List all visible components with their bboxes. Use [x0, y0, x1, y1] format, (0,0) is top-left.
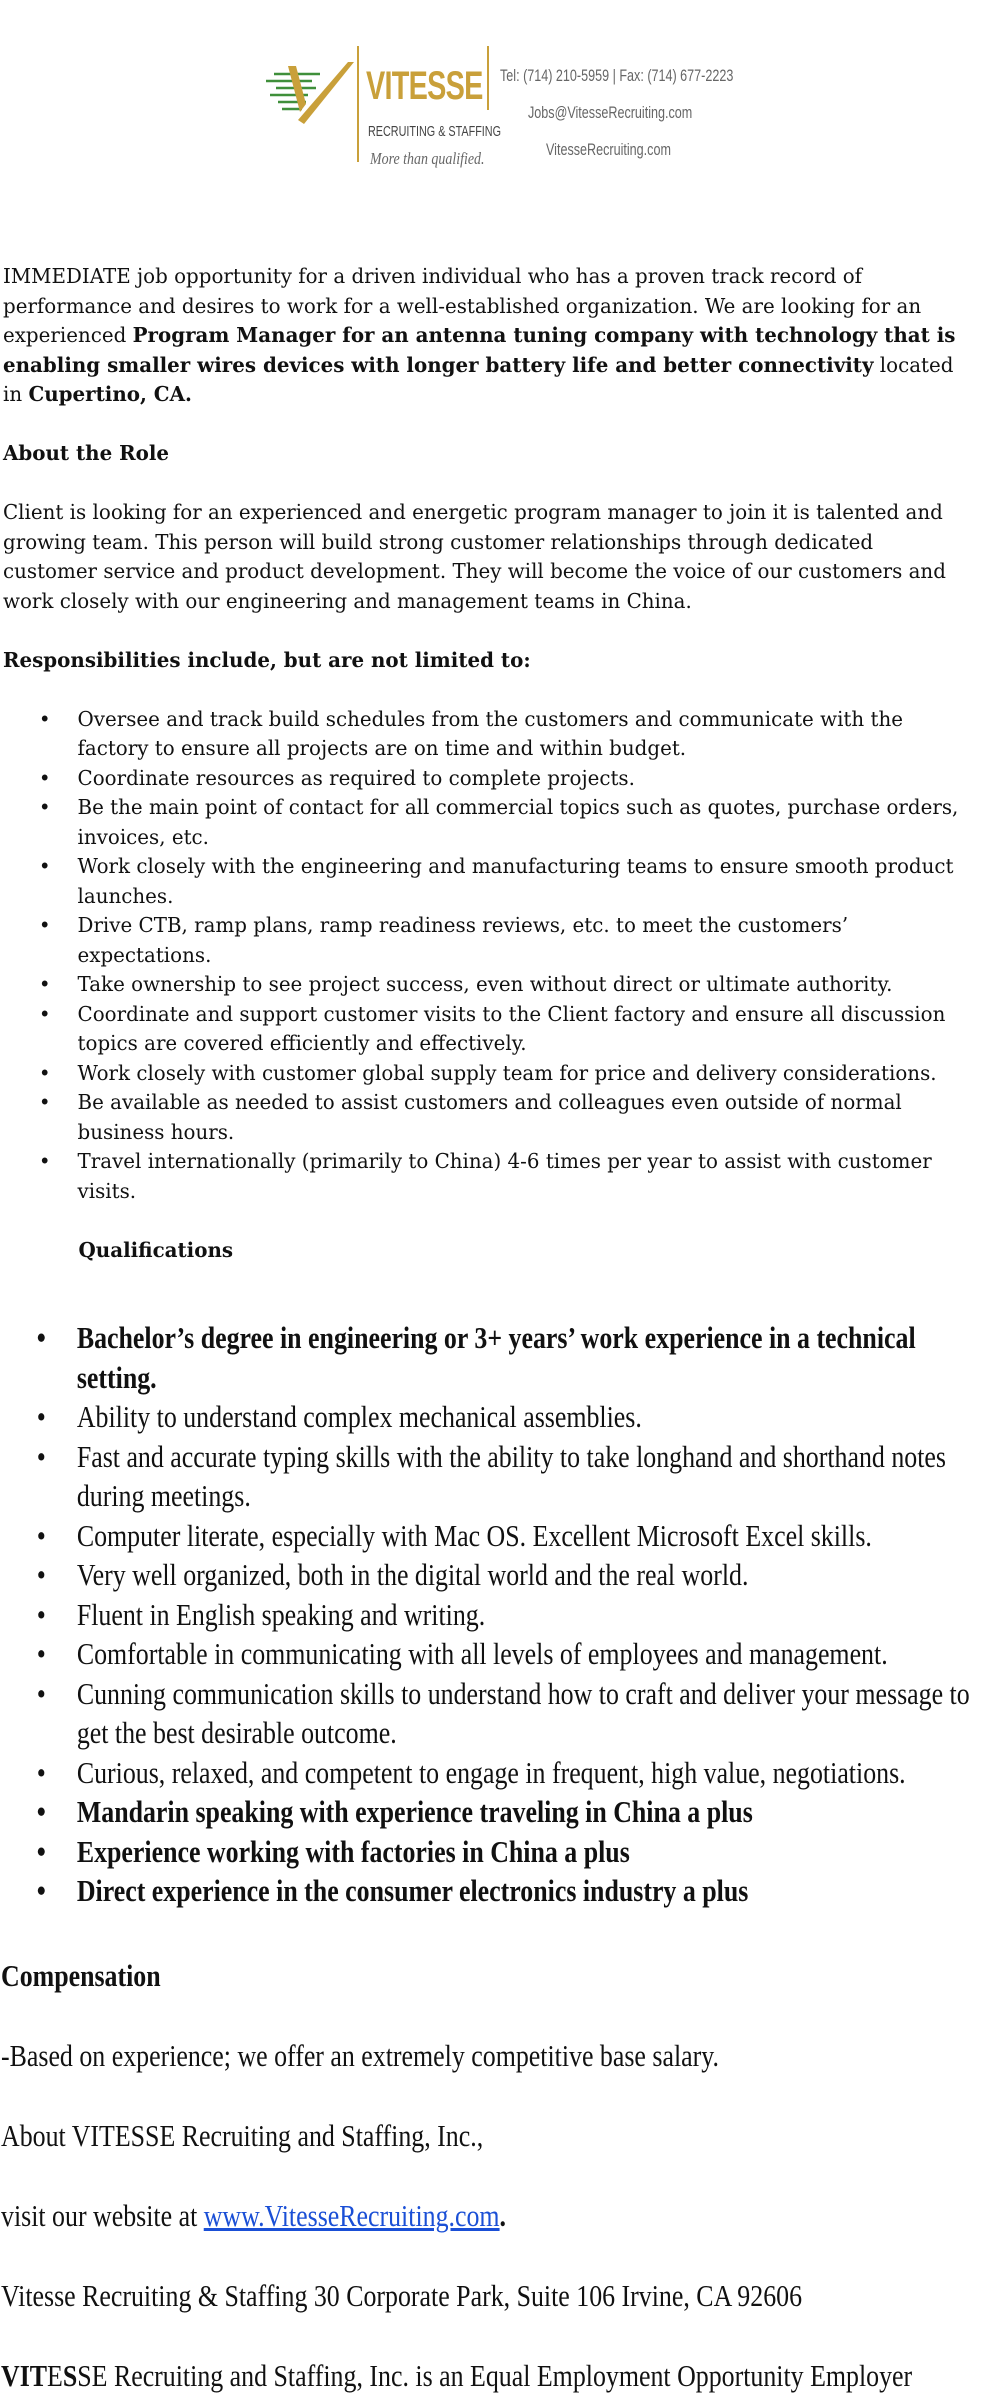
about-company: About VITESSE Recruiting and Staffing, Inc.,	[1, 2118, 484, 2153]
list-item: • Fluent in English speaking and writing.	[0, 1595, 995, 1635]
qualifications-section	[0, 1318, 970, 1911]
logo-divider	[357, 46, 359, 162]
list-item: • Ability to understand complex mechanical assemblies.	[0, 1397, 995, 1437]
list-item: • Oversee and track build schedules from the customers and communicate with the factory to ensure all projects are on time and within budget.	[3, 705, 966, 764]
list-item: • Computer literate, especially with Mac OS. Excellent Microsoft Excel skills.	[0, 1516, 995, 1556]
visit-suffix: .	[499, 2198, 507, 2233]
list-item: • Mandarin speaking with experience traveling in China a plus	[0, 1792, 995, 1832]
qualifications-heading: Qualifications	[78, 1237, 234, 1262]
logo-tagline: More than qualified.	[370, 149, 485, 168]
list-item: • Direct experience in the consumer electronics industry a plus	[0, 1871, 995, 1911]
logo-subtitle: RECRUITING & STAFFING	[368, 123, 502, 140]
responsibilities-heading	[3, 646, 966, 676]
list-item: • Coordinate and support customer visits to the Client factory and ensure all discussion topics are covered efficiently and effectively.	[3, 1000, 966, 1059]
logo-name: VITESSE	[366, 64, 483, 108]
qualifications-list	[0, 1318, 970, 1911]
about-heading	[3, 439, 966, 469]
compensation-heading: Compensation	[1, 1958, 161, 1993]
list-item: • Work closely with the engineering and manufacturing teams to ensure smooth product launches.	[3, 852, 966, 911]
eeo-part: SE Recruiting and Staffing, Inc. is an Equal Employment Opportunity Employer	[77, 2358, 913, 2393]
eeo-part: VIT	[1, 2358, 48, 2393]
visit-prefix: visit our website at	[1, 2198, 204, 2233]
list-item: • Cunning communication skills to understand how to craft and deliver your message to get the best desirable outcome.	[0, 1674, 995, 1753]
list-item: • Experience working with factories in China a plus	[0, 1832, 995, 1872]
role-title: Program Manager for an antenna tuning company with technology that is enabling smaller wires devices with longer battery life and better connectivity	[3, 323, 956, 377]
contact-email: Jobs@VitesseRecruiting.com	[528, 103, 693, 122]
job-description	[3, 262, 966, 1265]
website-link[interactable]: www.VitesseRecruiting.com	[203, 2198, 500, 2233]
list-item: • Drive CTB, ramp plans, ramp readiness reviews, etc. to meet the customers’ expectations.	[3, 911, 966, 970]
company-address: Vitesse Recruiting & Staffing 30 Corporate Park, Suite 106 Irvine, CA 92606	[1, 2278, 803, 2313]
visit-website	[1, 2196, 920, 2236]
contact-website: VitesseRecruiting.com	[546, 140, 671, 159]
list-item: • Be available as needed to assist customers and colleagues even outside of normal business hours.	[3, 1088, 966, 1147]
about-body: Client is looking for an experienced and energetic program manager to join it is talented and growing team. This person will build strong customer relationships through dedicated customer service and product development. They will become the voice of our customers and work closely with our engineering and management teams in China.	[3, 500, 946, 613]
job-location: Cupertino, CA.	[28, 382, 192, 406]
intro-paragraph	[3, 262, 966, 410]
eeo-statement	[1, 2356, 920, 2396]
list-item: • Comfortable in communicating with all levels of employees and management.	[0, 1634, 995, 1674]
responsibilities-heading-text: Responsibilities include, but are not limited to:	[3, 647, 531, 672]
list-item: • Take ownership to see project success, even without direct or ultimate authority.	[3, 970, 966, 1000]
list-item: • Bachelor’s degree in engineering or 3+ years’ work experience in a technical setting.	[0, 1318, 995, 1397]
list-item: • Work closely with customer global supply team for price and delivery considerations.	[3, 1059, 966, 1089]
eeo-part: S	[62, 2358, 78, 2393]
vitesse-logo-icon	[262, 58, 354, 128]
list-item: • Be the main point of contact for all commercial topics such as quotes, purchase orders, invoices, etc.	[3, 793, 966, 852]
contact-divider	[487, 46, 489, 110]
responsibilities-list	[3, 705, 966, 1207]
list-item: • Travel internationally (primarily to China) 4-6 times per year to assist with customer visits.	[3, 1147, 966, 1206]
list-item: • Fast and accurate typing skills with the ability to take longhand and shorthand notes during meetings.	[0, 1437, 995, 1516]
compensation-body: -Based on experience; we offer an extremely competitive base salary.	[1, 2038, 719, 2073]
about-heading-text: About the Role	[3, 441, 170, 465]
intro-text: IMMEDIATE job opportunity for a driven individual who has a proven track record of performance and desires to work for a well-established organization. We are looking for an experienced	[3, 264, 922, 347]
located-in-text: located in	[3, 352, 954, 406]
company-header	[262, 44, 732, 179]
list-item: • Very well organized, both in the digital world and the real world.	[0, 1555, 995, 1595]
list-item: • Curious, relaxed, and competent to engage in frequent, high value, negotiations.	[0, 1753, 995, 1793]
list-item: • Coordinate resources as required to complete projects.	[3, 764, 966, 794]
contact-phone-fax: Tel: (714) 210-5959 | Fax: (714) 677-2223	[500, 66, 734, 85]
eeo-part: E	[47, 2358, 63, 2393]
